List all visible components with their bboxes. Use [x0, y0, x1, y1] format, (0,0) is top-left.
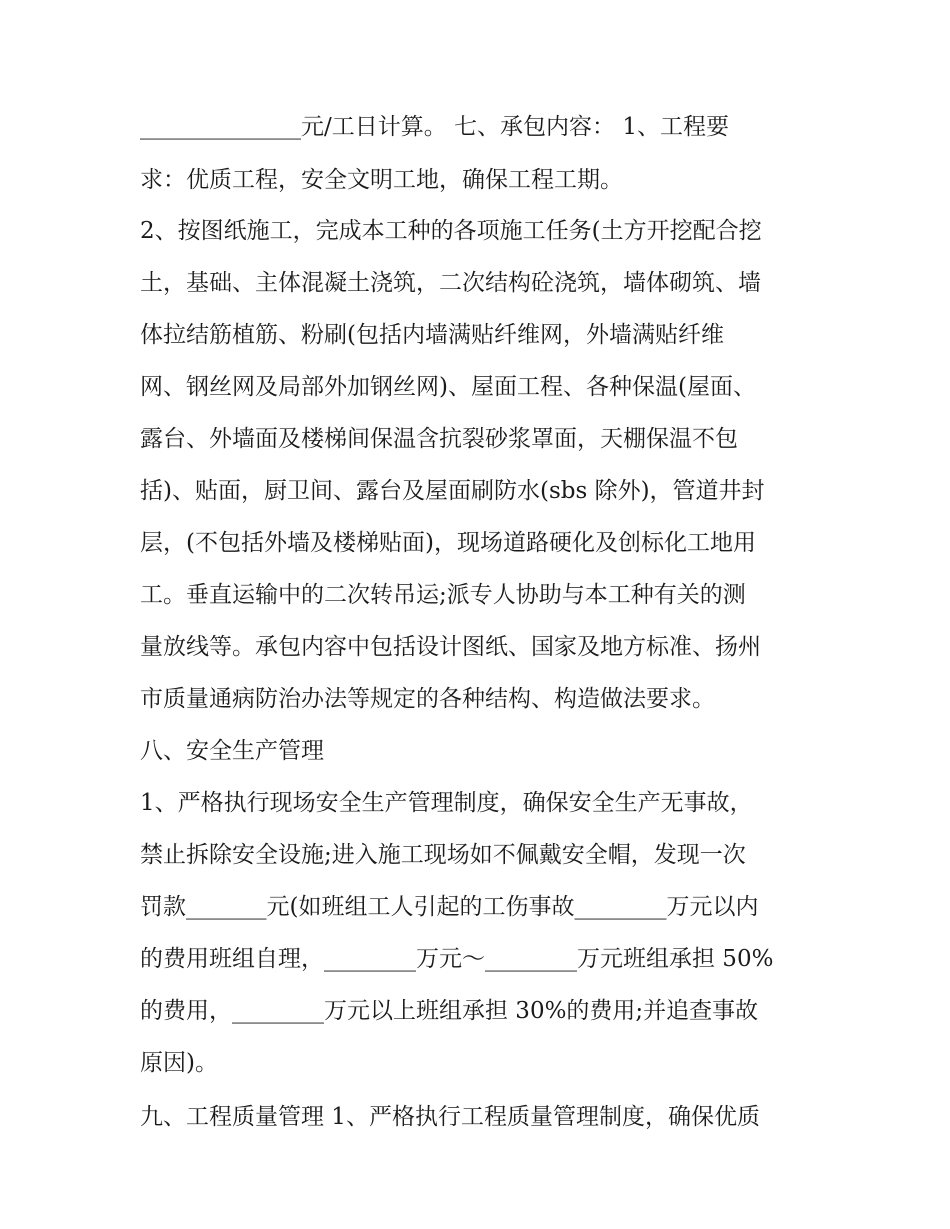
- text-line: 网、钢丝网及局部外加钢丝网)、屋面工程、各种保温(屋面、: [140, 374, 756, 400]
- text-line: 原因)。: [140, 1050, 218, 1076]
- text-line: 市质量通病防治办法等规定的各种结构、构造做法要求。: [140, 686, 715, 712]
- text-line: 1、严格执行现场安全生产管理制度，确保安全生产无事故，: [140, 790, 753, 816]
- text-line: 禁止拆除安全设施;进入施工现场如不佩戴安全帽，发现一次: [140, 842, 746, 868]
- section-heading: 八、安全生产管理: [140, 738, 324, 764]
- text-line: 求：优质工程，安全文明工地，确保工程工期。: [140, 167, 623, 193]
- text-line: 的费用班组自理，________万元～________万元班组承担 50%: [140, 946, 774, 972]
- text-line: ______________元/工日计算。 七、承包内容： 1、工程要: [140, 114, 730, 140]
- text-line: 量放线等。承包内容中包括设计图纸、国家及地方标准、扬州: [140, 634, 761, 660]
- text-line: 体拉结筋植筋、粉刷(包括内墙满贴纤维网，外墙满贴纤维: [140, 322, 724, 348]
- text-line: 土，基础、主体混凝土浇筑，二次结构砼浇筑，墙体砌筑、墙: [140, 270, 761, 296]
- text-line: 2、按图纸施工，完成本工种的各项施工任务(土方开挖配合挖: [140, 218, 762, 244]
- text-line: 露台、外墙面及楼梯间保温含抗裂砂浆罩面，天棚保温不包: [140, 426, 738, 452]
- text-line: 层，(不包括外墙及楼梯贴面)，现场道路硬化及创标化工地用: [140, 530, 756, 556]
- text-line: 罚款_______元(如班组工人引起的工伤事故________万元以内: [140, 894, 759, 920]
- text-line: 的费用，________万元以上班组承担 30%的费用;并追查事故: [140, 998, 759, 1024]
- text-line: 工。垂直运输中的二次转吊运;派专人协助与本工种有关的测: [140, 582, 746, 608]
- text-line: 九、工程质量管理 1、严格执行工程质量管理制度，确保优质: [140, 1104, 760, 1130]
- text-line: 括)、贴面，厨卫间、露台及屋面刷防水(sbs 除外)，管道井封: [140, 478, 765, 504]
